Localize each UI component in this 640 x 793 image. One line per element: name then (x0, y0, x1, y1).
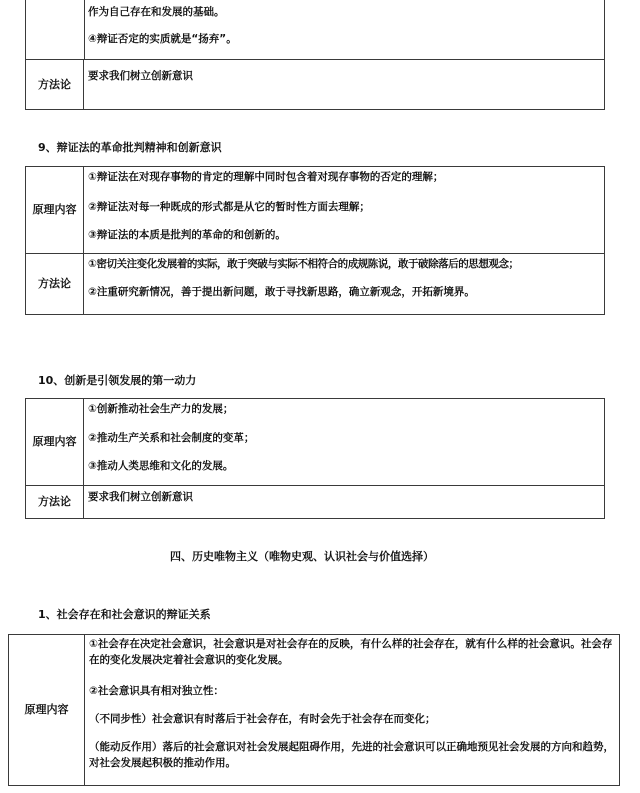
method-label: 方法论 (26, 254, 84, 314)
section-heading-9: 9、辩证法的革命批判精神和创新意识 (38, 141, 222, 154)
principle-content-cell (84, 167, 604, 253)
content-line: ④辩证否定的实质就是“扬弃”。 (88, 33, 237, 45)
principle-content-cell (84, 0, 604, 59)
principle-item: ②推动生产关系和社会制度的变革； (88, 432, 255, 444)
method-label: 方法论 (26, 60, 84, 109)
section-heading-10: 10、创新是引领发展的第一动力 (38, 374, 197, 387)
table-dialectical-negation (25, 0, 605, 110)
principle-row (26, 167, 604, 253)
method-text: 要求我们树立创新意识 (88, 491, 193, 503)
principle-content-cell (84, 399, 604, 485)
principle-label: 原理内容 (26, 167, 84, 253)
method-content-cell (84, 486, 604, 518)
principle-item: ①创新推动社会生产力的发展； (88, 403, 234, 415)
method-content-cell (84, 254, 604, 314)
table-section-9 (25, 166, 605, 315)
principle-item: ③推动人类思维和文化的发展。 (88, 460, 234, 472)
method-item: ①密切关注变化发展着的实际，敢于突破与实际不相符合的成规陈说，敢于破除落后的思想观念； (88, 258, 519, 270)
principle-item: ③辩证法的本质是批判的革命的和创新的。 (88, 229, 286, 241)
method-row (26, 253, 604, 314)
principle-item: （不同步性）社会意识有时落后于社会存在，有时会先于社会存在而变化； (89, 713, 436, 725)
method-row (26, 485, 604, 518)
chapter-heading: 四、历史唯物主义（唯物史观、认识社会与价值选择） (170, 550, 434, 563)
principle-item: ②社会意识具有相对独立性： (89, 685, 224, 697)
principle-item: ①辩证法在对现存事物的肯定的理解中同时包含着对现存事物的否定的理解； (88, 171, 444, 183)
method-label: 方法论 (26, 486, 84, 518)
method-content-cell (84, 60, 604, 109)
method-item: ②注重研究新情况，善于提出新问题，敢于寻找新思路，确立新观念，开拓新境界。 (88, 286, 475, 298)
principle-content-cell (85, 635, 619, 785)
principle-item: （能动反作用）落后的社会意识对社会发展起阻碍作用，先进的社会意识可以正确地预见社会发展的方向和趋势，对社会发展起积极的推动作用。 (89, 741, 614, 770)
principle-label: 原理内容 (9, 635, 85, 785)
table-section-10 (25, 398, 605, 519)
method-text: 要求我们树立创新意识 (88, 70, 193, 82)
method-row (26, 59, 604, 109)
principle-item: ①社会存在决定社会意识，社会意识是对社会存在的反映，有什么样的社会存在，就有什么样的社会意识。社会存在的变化发展决定着社会意识的变化发展。 (89, 638, 613, 667)
principle-item: ②辩证法对每一种既成的形式都是从它的暂时性方面去理解； (88, 201, 370, 213)
content-line: 作为自己存在和发展的基础。 (88, 6, 225, 18)
principle-row (26, 399, 604, 485)
table-social-existence (8, 634, 620, 786)
section-heading-b1: 1、社会存在和社会意识的辩证关系 (38, 608, 211, 621)
principle-label: 原理内容 (26, 399, 84, 485)
